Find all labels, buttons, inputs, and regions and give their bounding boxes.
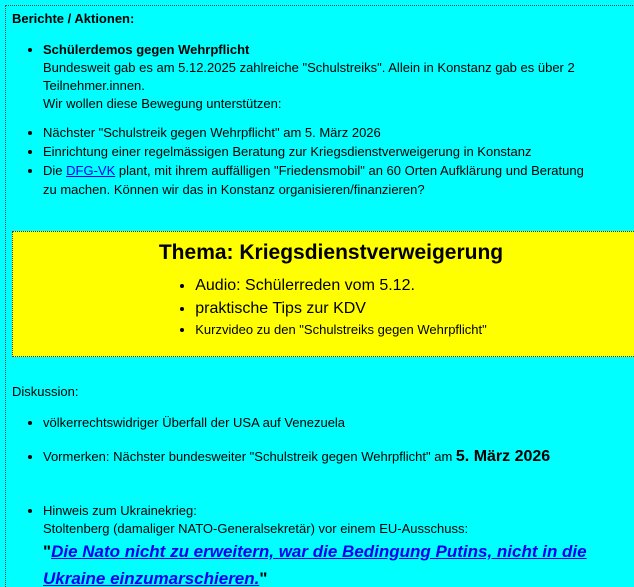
hint-line: • Hinweis zum Ukrainekrieg:	[43, 503, 197, 518]
list-item	[43, 41, 634, 113]
quote-open-mark: "	[43, 542, 52, 561]
report-line: Wir wollen diese Bewegung unterstützen:	[43, 96, 282, 111]
reminder-text: Vormerken: Nächster bundesweiter "Schulstreik gegen Wehrpflicht" am	[43, 449, 456, 464]
page-title: Berichte / Aktionen:	[12, 11, 135, 26]
list-item: • Kurzvideo zu den "Schulstreiks gegen Wehrpflicht"	[195, 320, 487, 340]
nato-quote-link[interactable]: Ukraine einzumarschieren.	[43, 569, 260, 587]
nato-quote-link[interactable]: Die Nato nicht zu erweitern, war die Bedingung Putins, nicht in die	[51, 542, 587, 561]
quote-close-mark: "	[259, 569, 268, 587]
list-item: • praktische Tips zur KDV	[195, 297, 487, 320]
discussion-list	[12, 414, 634, 587]
actions-list	[12, 123, 634, 199]
report-title: • Schülerdemos gegen Wehrpflicht	[43, 42, 250, 57]
report-line: Bundesweit gab es am 5.12.2025 zahlreiche "Schulstreiks". Allein in Konstanz gab es über 2	[43, 60, 575, 75]
hint-line: Stoltenberg (damaliger NATO-Generalsekretär) vor einem EU-Ausschuss:	[43, 521, 469, 536]
action-text: plant, mit ihrem auffälligen "Friedensmobil" an 60 Orten Aufklärung und Beratung	[115, 163, 584, 178]
list-item: • Audio: Schülerreden vom 5.12.	[195, 274, 487, 297]
action-line: zu machen. Können wir das in Konstanz organisieren/finanzieren?	[43, 182, 425, 197]
list-item	[43, 502, 634, 587]
list-item: • Nächster "Schulstreik gegen Wehrpflicht" am 5. März 2026	[43, 123, 634, 142]
topic-box	[12, 231, 634, 357]
list-item: • völkerrechtswidriger Überfall der USA auf Venezuela	[43, 414, 634, 432]
discussion-title: Diskussion:	[12, 384, 79, 399]
topic-list	[175, 274, 487, 340]
list-item: • Einrichtung einer regelmässigen Beratung zur Kriegsdienstverweigerung in Konstanz	[43, 142, 634, 161]
topic-box-title: Thema: Kriegsdienstverweigerung	[158, 241, 504, 264]
list-item	[43, 447, 634, 466]
reports-list	[12, 41, 634, 113]
quote-line-1	[43, 538, 634, 565]
list-item	[43, 161, 634, 199]
quote-line-2	[43, 565, 634, 587]
page-container	[5, 5, 634, 587]
report-line: Teilnehmer.innen.	[43, 78, 145, 93]
dfg-vk-link[interactable]: DFG-VK	[66, 163, 116, 178]
action-line	[43, 161, 634, 180]
action-text: Die	[43, 163, 67, 178]
reminder-date: 5. März 2026	[455, 448, 551, 465]
